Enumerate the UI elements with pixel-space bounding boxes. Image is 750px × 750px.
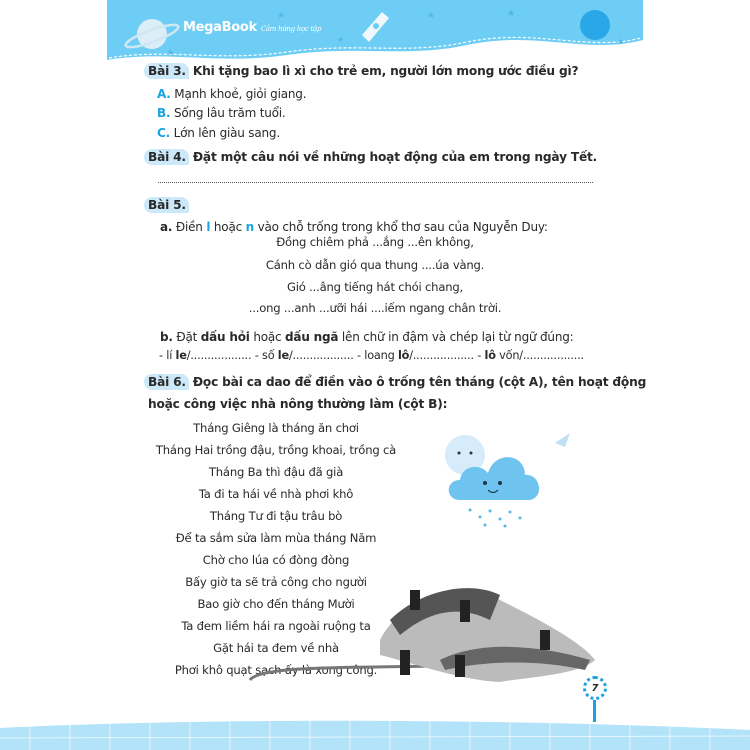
bai4-answer-line[interactable] (158, 182, 593, 183)
header-banner (107, 0, 643, 70)
poem-line: Để ta sắm sửa làm mùa tháng Năm (175, 531, 377, 545)
poem-line: Chờ cho lúa có đòng đòng (202, 553, 350, 567)
brand-logo: MegaBook Cảm hứng học tập (183, 20, 322, 35)
bai6-question-line2: hoặc công việc nhà nông thường làm (cột B): (148, 397, 448, 411)
bai5-part-b: b. Đặt dấu hỏi hoặc dấu ngã lên chữ in đậm và chép lại từ ngữ đúng: (160, 330, 574, 344)
poem-line: Tháng Hai trồng đậu, trồng khoai, trồng cà (155, 443, 397, 457)
bai5-word-list (159, 349, 584, 362)
bai5-poem-line: Cánh cò dẫn gió qua thung ....úa vàng. (265, 258, 485, 272)
bai6-question: Bài 6. Đọc bài ca dao để điền vào ô trống tên tháng (cột A), tên hoạt động (148, 375, 646, 389)
footer-grid-band (0, 718, 750, 750)
bai6-label: Bài 6. (144, 374, 189, 390)
bai3-option-b: B. Sống lâu trăm tuổi. (157, 106, 286, 120)
bai4-label: Bài 4. (144, 149, 189, 165)
svg-text:★: ★ (167, 48, 175, 57)
poem-line: Bấy giờ ta sẽ trả công cho người (185, 575, 367, 589)
word-item[interactable]: - lô vốn/.................. (473, 349, 584, 362)
poem-line: Ta đem liềm hái ra ngoài ruộng ta (181, 619, 371, 633)
bird-icon (555, 433, 570, 447)
svg-text:★: ★ (427, 11, 436, 21)
rain-icon (469, 509, 522, 528)
svg-text:★: ★ (277, 11, 286, 21)
sun-cloud-illustration (430, 425, 580, 535)
rice-field-illustration (240, 560, 600, 690)
bai5-poem-line: Đồng chiêm phả ...ắng ...ên không, (276, 235, 474, 249)
word-item[interactable]: - loang lô/.................. (353, 349, 474, 362)
bai3-question: Bài 3. Khi tặng bao lì xì cho trẻ em, người lớn mong ước điều gì? (148, 64, 578, 78)
svg-text:★: ★ (617, 37, 625, 46)
page-number-stem (593, 700, 596, 722)
word-item[interactable]: - lí le/.................. (159, 349, 252, 362)
bai5-poem-line: Gió ...âng tiếng hát chói chang, (286, 280, 464, 294)
word-item[interactable]: - số le/.................. (251, 349, 354, 362)
page-number: 7 (583, 676, 607, 700)
poem-line: Phơi khô quạt sạch ấy là xong công. (174, 663, 378, 677)
poem-line: Tháng Giêng là tháng ăn chơi (193, 421, 359, 435)
bai3-label: Bài 3. (144, 63, 189, 79)
poem-line: Tháng Ba thì đậu đã già (208, 465, 344, 479)
poem-line: Bao giờ cho đến tháng Mười (197, 597, 355, 611)
bai3-option-a: A. Mạnh khoẻ, giỏi giang. (157, 87, 307, 101)
poem-line: Tháng Tư đi tậu trâu bò (209, 509, 343, 523)
poem-line: Ta đi ta hái về nhà phơi khô (198, 487, 354, 501)
bai5-poem-line: ...ong ...anh ...ưỡi hái ....iếm ngang chân trời. (248, 301, 502, 315)
bai5-part-a: a. Điền l hoặc n vào chỗ trống trong khổ thơ sau của Nguyễn Duy: (160, 220, 548, 234)
bai4-question: Bài 4. Đặt một câu nói về những hoạt động của em trong ngày Tết. (148, 150, 597, 164)
moon-icon (580, 10, 610, 40)
poem-line: Gặt hái ta đem về nhà (213, 641, 339, 655)
svg-text:★: ★ (337, 35, 345, 44)
bai3-option-c: C. Lớn lên giàu sang. (157, 126, 280, 140)
bai5-title: Bài 5. (148, 198, 189, 212)
svg-text:★: ★ (507, 9, 516, 19)
